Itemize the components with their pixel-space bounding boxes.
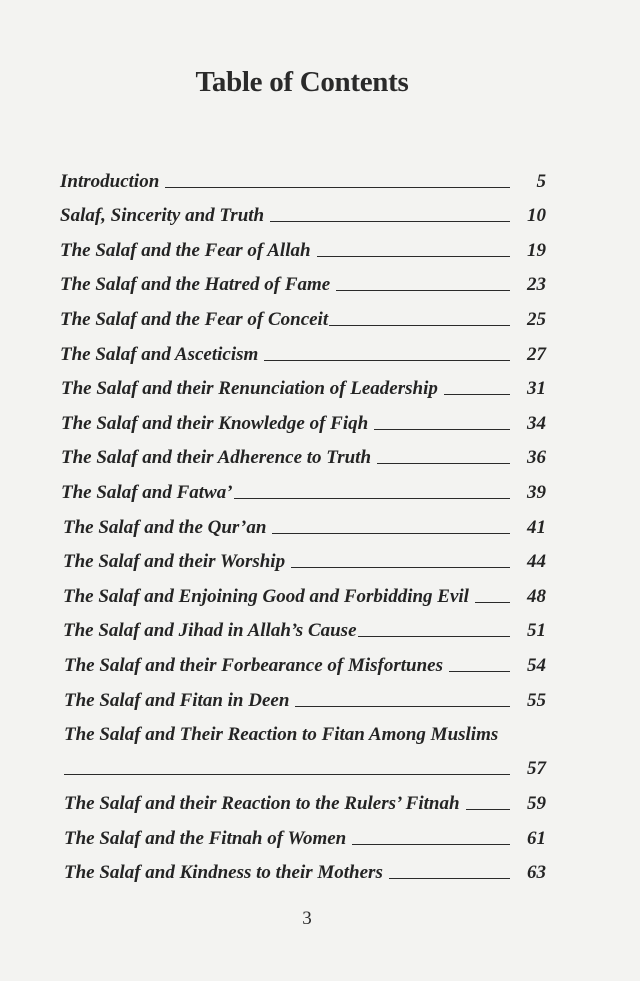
toc-entry-label: The Salaf and their Adherence to Truth: [61, 447, 372, 469]
toc-entry-page: 55: [527, 689, 546, 711]
toc-entry-label: The Salaf and the Fear of Conceit: [60, 308, 329, 330]
page-title: Table of Contents: [195, 66, 409, 98]
toc-entry: [60, 435, 546, 470]
toc-entry: [60, 366, 546, 401]
dot-leader: [374, 429, 510, 430]
dot-leader: [444, 394, 510, 395]
dot-leader: [264, 360, 510, 361]
toc-entry: [60, 331, 546, 366]
dot-leader: [234, 498, 510, 499]
toc-entry-label: Introduction: [60, 170, 160, 192]
dot-leader: [449, 671, 510, 672]
toc-entry-page: 61: [527, 827, 546, 849]
toc-entry-page: 5: [536, 170, 546, 192]
toc-entry: [60, 469, 546, 504]
dot-leader: [466, 809, 510, 810]
toc-entry-label: The Salaf and the Qur’an: [63, 516, 267, 538]
toc-entry-label: The Salaf and the Hatred of Fame: [60, 274, 331, 296]
toc-entry-page: 39: [527, 481, 546, 503]
toc-entry: [60, 712, 546, 781]
dot-leader: [358, 636, 510, 637]
toc-entry-label: The Salaf and their Renunciation of Leadership: [61, 378, 438, 400]
toc-entry-page: 23: [527, 274, 546, 296]
toc-entry-label: The Salaf and Jihad in Allah’s Cause: [63, 620, 357, 642]
toc-entry-page: 31: [527, 378, 546, 400]
toc-entry-label: The Salaf and the Fitnah of Women: [64, 827, 347, 849]
toc-entry-label: The Salaf and Enjoining Good and Forbidding Evil: [63, 585, 469, 607]
toc-entry-page: 59: [527, 793, 546, 815]
dot-leader: [270, 221, 510, 222]
dot-leader: [336, 290, 510, 291]
toc-entry-label: The Salaf and their Reaction to the Rulers’ Fitnah: [64, 793, 460, 815]
page-number: 3: [302, 908, 312, 929]
toc-entry-label: The Salaf and Fitan in Deen: [64, 689, 290, 711]
toc-entry: [60, 573, 546, 608]
dot-leader: [165, 187, 510, 188]
toc-entry-page: 10: [527, 205, 546, 227]
toc-entry: [60, 815, 546, 850]
toc-entry-page: 25: [527, 308, 546, 330]
toc-entry: [60, 504, 546, 539]
toc-entry: [60, 227, 546, 262]
toc-entry-page: 57: [527, 758, 546, 780]
toc-entry: [60, 642, 546, 677]
toc-entry-page: 48: [527, 585, 546, 607]
dot-leader: [329, 325, 510, 326]
toc-entry: [60, 608, 546, 643]
toc-entry: [60, 677, 546, 712]
toc-entry-label: The Salaf and Fatwa’: [61, 481, 233, 503]
toc-entry: [60, 262, 546, 297]
toc-entry-label: The Salaf and their Knowledge of Fiqh: [61, 412, 369, 434]
toc-entry: [60, 850, 546, 885]
toc-entry-page: 54: [527, 654, 546, 676]
dot-leader: [317, 256, 510, 257]
toc-entry-page: 27: [527, 343, 546, 365]
toc-entry-page: 19: [527, 239, 546, 261]
dot-leader: [377, 463, 510, 464]
toc-entry: [60, 781, 546, 816]
toc-entry: [60, 193, 546, 228]
toc-entry-page: 51: [527, 620, 546, 642]
toc-entry: [60, 158, 546, 193]
toc-entry-page: 44: [527, 551, 546, 573]
toc-entry: [60, 400, 546, 435]
toc-entry-page: 34: [527, 412, 546, 434]
toc-entry-label: Salaf, Sincerity and Truth: [60, 205, 265, 227]
toc-entry: [60, 296, 546, 331]
toc-entry-page: 41: [527, 516, 546, 538]
table-of-contents: [60, 158, 546, 884]
dot-leader: [475, 602, 510, 603]
toc-entry-page: 36: [527, 447, 546, 469]
toc-entry-label: The Salaf and their Forbearance of Misfortunes: [64, 654, 443, 676]
toc-entry-page: 63: [527, 862, 546, 884]
toc-entry-label: The Salaf and Their Reaction to Fitan Among Muslims: [64, 724, 499, 746]
dot-leader: [389, 878, 510, 879]
toc-entry: [60, 539, 546, 574]
dot-leader: [295, 706, 510, 707]
toc-entry-label: The Salaf and Kindness to their Mothers: [64, 862, 383, 884]
toc-entry-label: The Salaf and Asceticism: [60, 343, 259, 365]
dot-leader: [64, 774, 510, 775]
dot-leader: [272, 533, 510, 534]
toc-entry-label: The Salaf and the Fear of Allah: [60, 239, 311, 261]
dot-leader: [291, 567, 510, 568]
dot-leader: [352, 844, 510, 845]
toc-entry-label: The Salaf and their Worship: [63, 551, 286, 573]
